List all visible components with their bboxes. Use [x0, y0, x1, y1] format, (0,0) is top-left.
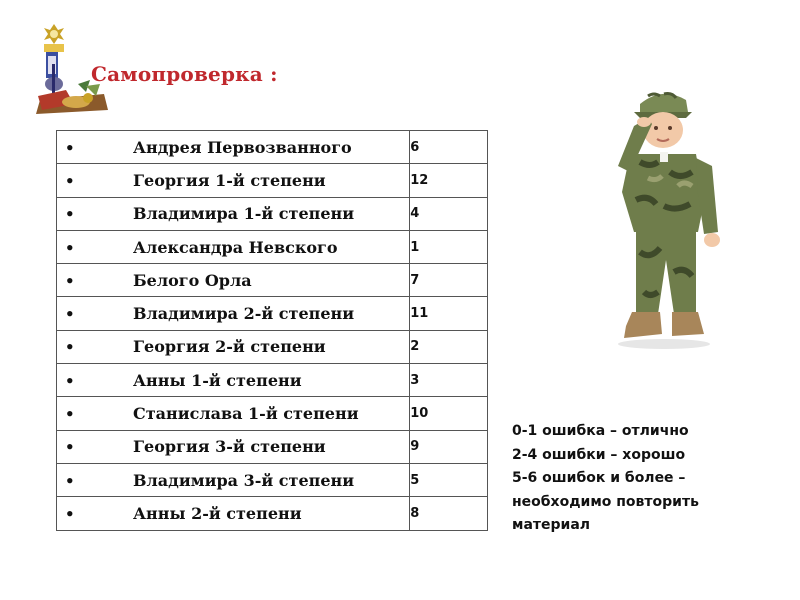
table-row [57, 264, 488, 297]
answer-number: 2 [410, 330, 488, 363]
order-name-cell [57, 497, 410, 530]
order-name: Анны 2-й степени [133, 503, 302, 523]
bullet: • [65, 271, 75, 290]
table-row [57, 430, 488, 463]
table-row [57, 497, 488, 530]
bullet: • [65, 171, 75, 190]
table-row [57, 164, 488, 197]
bullet: • [65, 471, 75, 490]
order-name-cell [57, 430, 410, 463]
table-row [57, 364, 488, 397]
page-title: Самопроверка : [91, 62, 278, 86]
table-row [57, 131, 488, 164]
order-name-cell [57, 164, 410, 197]
grading-scale [512, 420, 699, 538]
order-name: Владимира 1-й степени [133, 204, 355, 224]
answer-number: 8 [410, 497, 488, 530]
grading-line: 0-1 ошибка – отлично [512, 423, 689, 439]
table-row [57, 197, 488, 230]
order-name: Георгия 2-й степени [133, 337, 326, 357]
table-row [57, 330, 488, 363]
grading-line: 5-6 ошибок и более – [512, 470, 686, 486]
bullet: • [65, 305, 75, 324]
answer-number: 9 [410, 430, 488, 463]
order-name: Владимира 3-й степени [133, 470, 355, 490]
order-name: Белого Орла [133, 270, 252, 290]
answer-number: 6 [410, 131, 488, 164]
answer-number: 12 [410, 164, 488, 197]
answer-number: 7 [410, 264, 488, 297]
table-row [57, 297, 488, 330]
order-name: Андрея Первозванного [133, 137, 352, 157]
table-row [57, 230, 488, 263]
bullet: • [65, 438, 75, 457]
answer-number: 11 [410, 297, 488, 330]
answer-number: 1 [410, 230, 488, 263]
answer-number: 3 [410, 364, 488, 397]
answer-number: 10 [410, 397, 488, 430]
order-name: Анны 1-й степени [133, 370, 302, 390]
bullet: • [65, 205, 75, 224]
bullet: • [65, 338, 75, 357]
order-name-cell [57, 364, 410, 397]
order-name-cell [57, 131, 410, 164]
table-row [57, 463, 488, 496]
order-name-cell [57, 264, 410, 297]
order-name: Станислава 1-й степени [133, 404, 359, 424]
grading-line: необходимо повторить [512, 493, 699, 510]
bullet: • [65, 405, 75, 424]
order-name-cell [57, 330, 410, 363]
saluting-boy-soldier-image [600, 82, 730, 352]
bullet: • [65, 238, 75, 257]
order-name-cell [57, 397, 410, 430]
order-name: Александра Невского [133, 237, 338, 257]
bullet: • [65, 371, 75, 390]
table-row [57, 397, 488, 430]
order-name-cell [57, 230, 410, 263]
bullet: • [65, 138, 75, 157]
order-name-cell [57, 197, 410, 230]
grading-line: материал [512, 517, 591, 533]
order-name: Владимира 2-й степени [133, 304, 355, 324]
answer-number: 4 [410, 197, 488, 230]
order-name-cell [57, 297, 410, 330]
order-name: Георгия 3-й степени [133, 437, 326, 457]
orders-table [56, 130, 488, 531]
order-name: Георгия 1-й степени [133, 170, 326, 190]
grading-line: 2-4 ошибки – хорошо [512, 446, 686, 463]
answer-number: 5 [410, 463, 488, 496]
bullet: • [65, 504, 75, 523]
order-name-cell [57, 463, 410, 496]
